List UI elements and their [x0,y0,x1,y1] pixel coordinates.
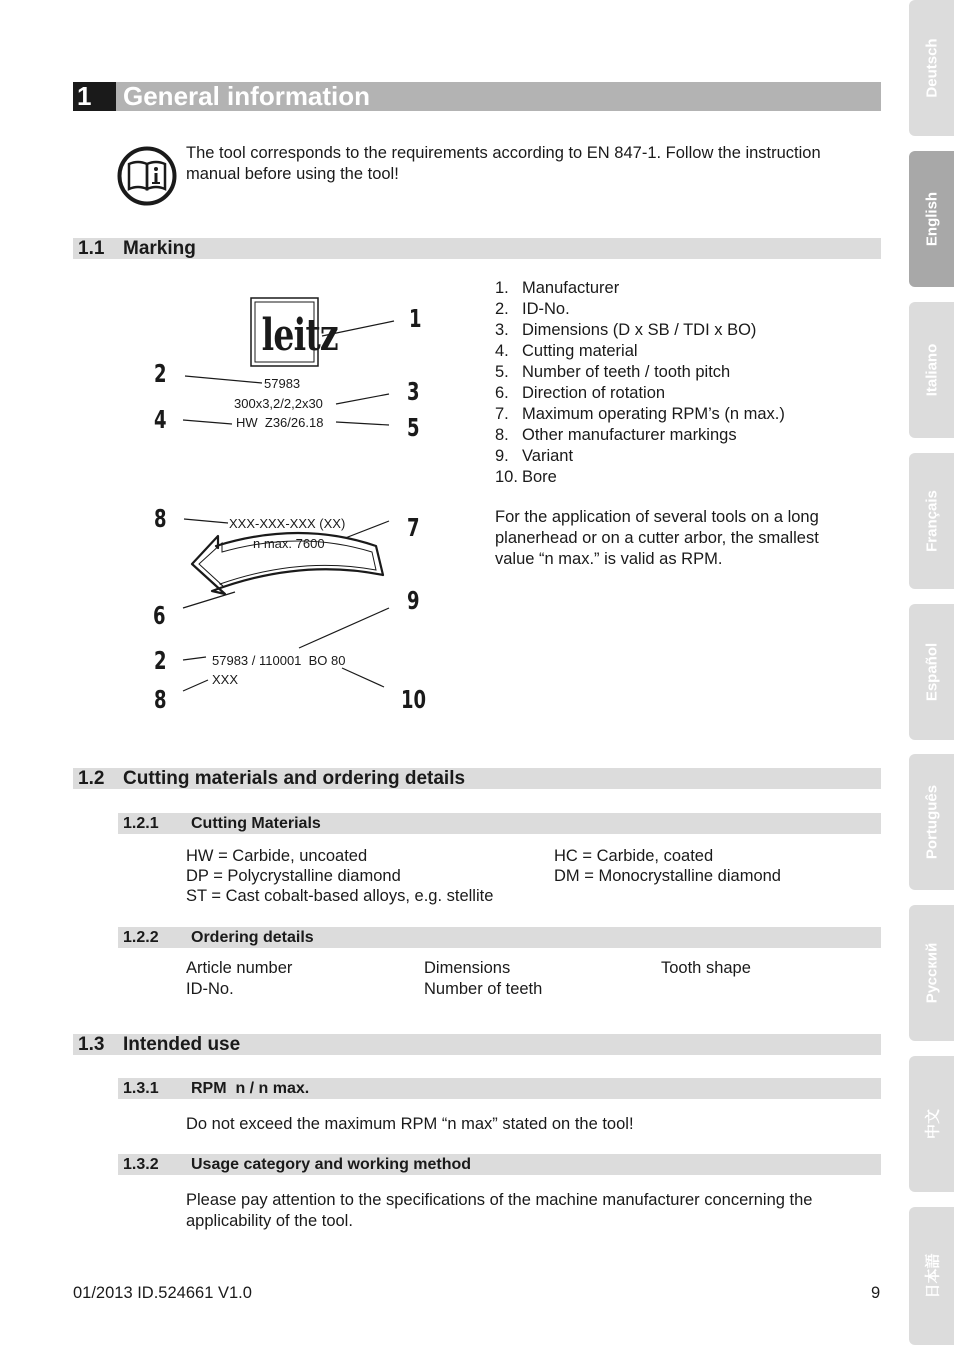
subsection-rpm: 1.3.1 RPM n / n max. [118,1078,881,1099]
callout-5: 5 [407,413,420,442]
lang-tab-deutsch[interactable]: Deutsch [909,0,954,136]
callout-1: 1 [409,304,422,333]
ordering-dimensions: Dimensions [424,959,511,977]
leitz-logo: leitz [261,310,338,361]
list-item: 3. Dimensions (D x SB / TDI x BO) [495,321,757,339]
list-item: 2. ID-No. [495,300,570,318]
usage-text: Please pay attention to the specifications of the machine manufacturer concerning the applicability of the tool. [186,1191,813,1230]
lang-tab-italiano[interactable]: Italiano [909,302,954,438]
lang-tab-portugues[interactable]: Português [909,754,954,890]
subsection-ordering-details: 1.2.2 Ordering details [118,927,881,948]
lang-tab-chinese[interactable]: 中文 [909,1056,954,1192]
subsection-cutting-materials: 1.2.1 Cutting Materials [118,813,881,834]
callout-2: 2 [154,359,167,388]
footer-doc-id: 01/2013 ID.524661 V1.0 [73,1284,252,1302]
section-cutting-materials-ordering: 1.2 Cutting materials and ordering details [73,768,881,789]
callout-6: 6 [153,601,166,630]
marking-id-no: 57983 [264,376,301,391]
marking-bottom-code: XXX [212,672,239,687]
marking-nmax: n max. 7600 [253,536,325,551]
marking-list [495,278,785,488]
callout-9: 9 [407,586,420,615]
callout-8-bottom: 8 [154,685,167,714]
material-dm: DM = Monocrystalline diamond [554,867,781,885]
chapter-title: General information [123,81,371,111]
lang-tab-espanol[interactable]: Español [909,604,954,740]
ordering-tooth-shape: Tooth shape [661,959,751,977]
list-item: 4. Cutting material [495,342,638,360]
callout-10: 10 [401,685,427,714]
marking-bottom-line: 57983 / 110001 BO 80 [212,653,346,668]
marking-note: For the application of several tools on a long planerhead or on a cutter arbor, the smallest value “n max.” is valid as RPM. [495,508,819,568]
list-item: 10. Bore [495,468,557,486]
material-dp: DP = Polycrystalline diamond [186,867,401,885]
chapter-number: 1 [73,82,116,111]
page-number: 9 [871,1284,881,1302]
read-manual-icon [117,146,177,206]
intro-text: The tool corresponds to the requirements according to EN 847-1. Follow the instruction manual before using the tool! [186,144,821,183]
marking-variant-code: XXX-XXX-XXX (XX) [229,516,346,531]
callout-2-bottom: 2 [154,646,167,675]
callout-3: 3 [407,377,420,406]
marking-dimensions: 300x3,2/2,2x30 [234,396,323,411]
subsection-usage-category: 1.3.2 Usage category and working method [118,1154,881,1175]
list-item: 9. Variant [495,447,574,465]
material-hw: HW = Carbide, uncoated [186,847,368,865]
ordering-article-number: Article number [186,959,293,977]
ordering-number-of-teeth: Number of teeth [424,980,543,998]
lang-tab-russian[interactable]: Русский [909,905,954,1041]
lang-tab-english[interactable]: English [909,151,954,287]
list-item: 5. Number of teeth / tooth pitch [495,363,731,381]
rpm-text: Do not exceed the maximum RPM “n max” stated on the tool! [186,1115,634,1133]
lang-tab-japanese[interactable]: 日本語 [909,1207,954,1345]
list-item: 7. Maximum operating RPM’s (n max.) [495,405,785,423]
section-intended-use: 1.3 Intended use [73,1034,881,1055]
marking-material-teeth: HW Z36/26.18 [236,415,324,430]
marking-diagram [140,290,440,730]
list-item: 1. Manufacturer [495,279,620,297]
callout-7: 7 [407,513,420,542]
list-item: 8. Other manufacturer markings [495,426,737,444]
material-st: ST = Cast cobalt-based alloys, e.g. stellite [186,887,494,905]
section-marking: 1.1 Marking [73,238,881,259]
material-hc: HC = Carbide, coated [554,847,714,865]
callout-8: 8 [154,504,167,533]
ordering-id-no: ID-No. [186,980,234,998]
lang-tab-francais[interactable]: Français [909,453,954,589]
chapter-heading [73,82,881,111]
callout-4: 4 [154,405,167,434]
list-item: 6. Direction of rotation [495,384,666,402]
